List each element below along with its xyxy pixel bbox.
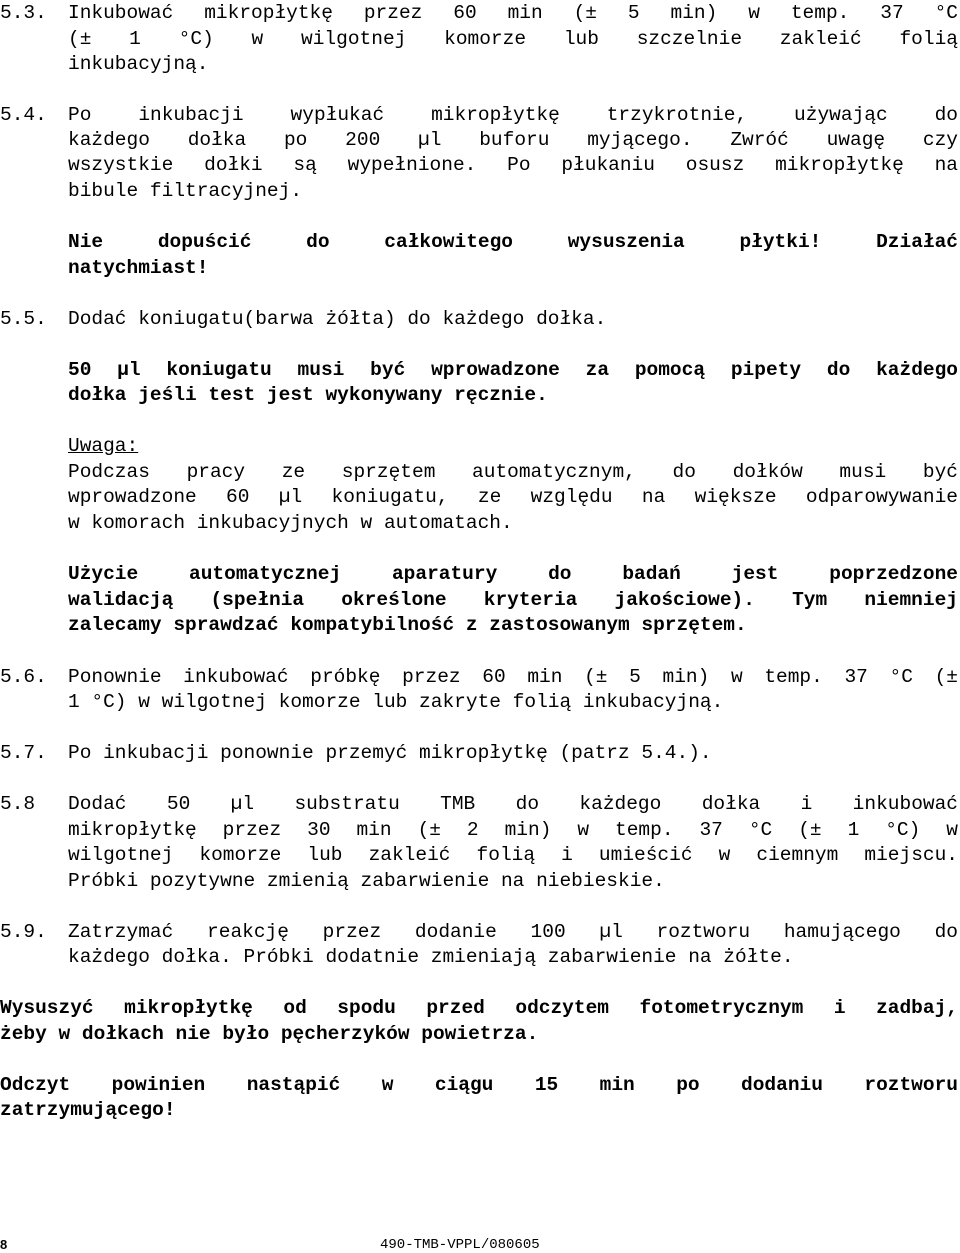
note-text: w komorach inkubacyjnych w automatach. [68,512,513,534]
step-text: Dodać 50 µl substratu TMB do każdego dołka i inkubować [68,793,958,815]
step-number: 5.6. [0,666,47,688]
step-number: 5.8 [0,793,36,815]
bold-paragraph: Wysuszyć mikropłytkę od spodu przed odczytem fotometrycznym i zadbaj, [0,997,958,1019]
step-text: 1 °C) w wilgotnej komorze lub zakryte folią inkubacyjną. [68,691,724,713]
step-text: Inkubować mikropłytkę przez 60 min (± 5 min) w temp. 37 °C [68,2,958,24]
document-code: 490-TMB-VPPL/080605 [380,1237,540,1253]
step-text: Próbki pozytywne zmienią zabarwienie na niebieskie. [68,870,665,892]
step-text: każdego dołka po 200 µl buforu myjącego. Zwróć uwagę czy [68,129,958,151]
step-text: Ponownie inkubować próbkę przez 60 min (± 5 min) w temp. 37 °C (± [68,666,958,688]
step-number: 5.5. [0,308,47,330]
bold-paragraph: Użycie automatycznej aparatury do badań jest poprzedzone [68,563,958,585]
page-number: 8 [0,1237,8,1252]
step-number: 5.9. [0,921,47,943]
step-text: Dodać koniugatu(barwa żółta) do każdego dołka. [68,308,607,330]
step-text: Zatrzymać reakcję przez dodanie 100 µl roztworu hamującego do [68,921,958,943]
bold-paragraph: Odczyt powinien nastąpić w ciągu 15 min po dodaniu roztworu [0,1074,958,1096]
step-text: inkubacyjną. [68,53,209,75]
note-heading: Uwaga: [68,435,139,457]
note-text: Podczas pracy ze sprzętem automatycznym, do dołków musi być [68,461,958,483]
step-text: każdego dołka. Próbki dodatnie zmieniają zabarwienie na żółte. [68,946,794,968]
step-text: wszystkie dołki są wypełnione. Po płukaniu osusz mikropłytkę na [68,154,958,176]
step-text: mikropłytkę przez 30 min (± 2 min) w temp. 37 °C (± 1 °C) w [68,819,958,841]
note-text: dołka jeśli test jest wykonywany ręcznie. [68,384,548,406]
bold-paragraph: żeby w dołkach nie było pęcherzyków powietrza. [0,1023,539,1045]
note-text: wprowadzone 60 µl koniugatu, ze względu na większe odparowywanie [68,486,958,508]
step-text: (± 1 °C) w wilgotnej komorze lub szczelnie zakleić folią [68,28,958,50]
step-number: 5.3. [0,2,47,24]
warning-text: natychmiast! [68,257,209,279]
step-text: Po inkubacji ponownie przemyć mikropłytkę (patrz 5.4.). [68,742,712,764]
step-text: Po inkubacji wypłukać mikropłytkę trzykrotnie, używając do [68,104,958,126]
bold-paragraph: walidacją (spełnia określone kryteria jakościowe). Tym niemniej [68,589,958,611]
step-text: wilgotnej komorze lub zakleić folią i umieścić w ciemnym miejscu. [68,844,958,866]
step-text: bibule filtracyjnej. [68,180,303,202]
warning-text: Nie dopuścić do całkowitego wysuszenia płytki! Działać [68,231,958,253]
bold-paragraph: zatrzymującego! [0,1099,176,1121]
note-text: 50 µl koniugatu musi być wprowadzone za pomocą pipety do każdego [68,359,958,381]
step-number: 5.7. [0,742,47,764]
step-number: 5.4. [0,104,47,126]
bold-paragraph: zalecamy sprawdzać kompatybilność z zastosowanym sprzętem. [68,614,747,636]
